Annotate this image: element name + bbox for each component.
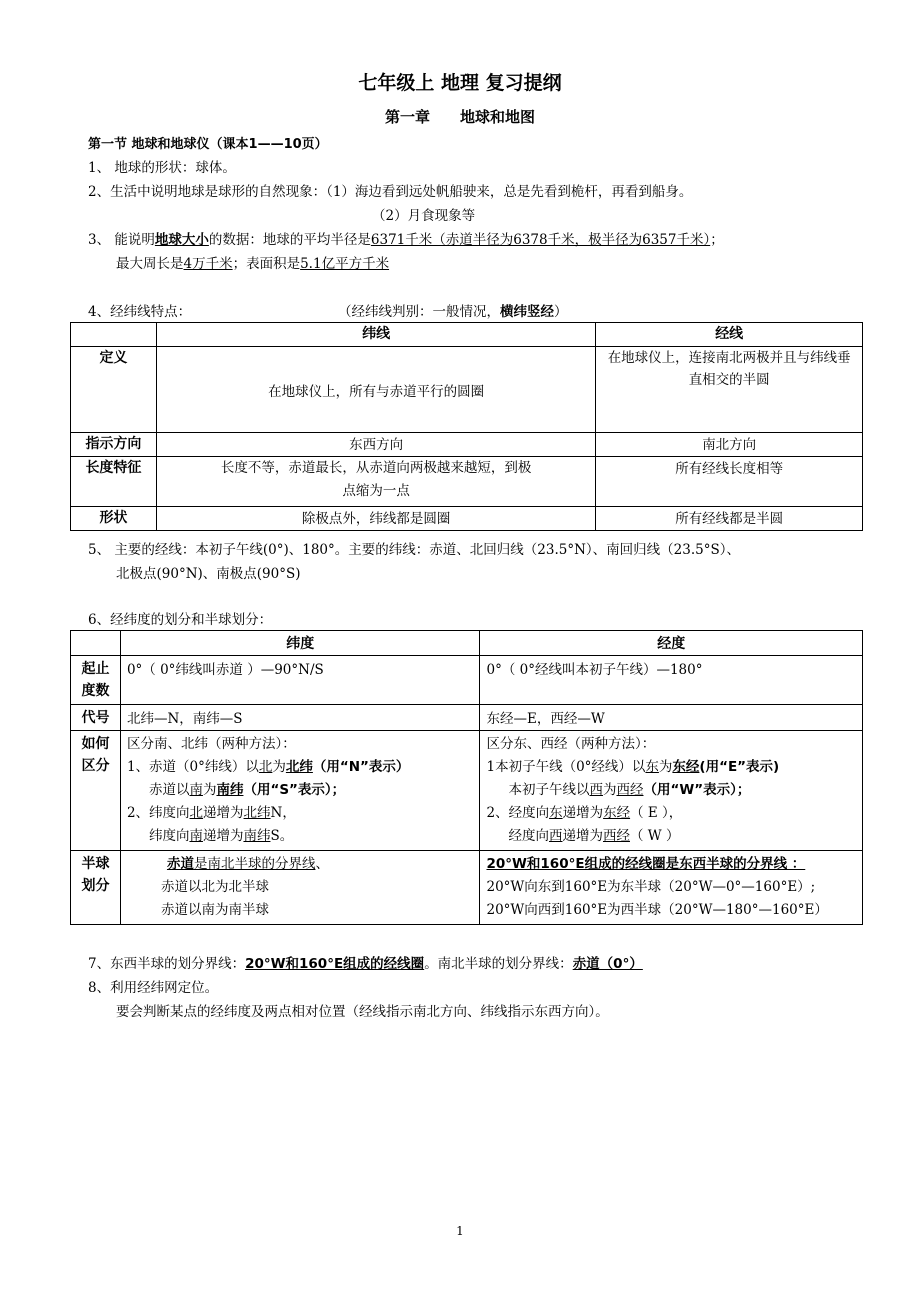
latitude-longitude-table xyxy=(70,630,863,925)
item-6: 6、经纬度的划分和半球划分： xyxy=(88,612,273,628)
item-8: 8、利用经纬网定位。 xyxy=(88,980,219,996)
column-header: 纬度 xyxy=(120,631,480,656)
item-8-line-2: 要会判断某点的经纬度及两点相对位置（经线指示南北方向、纬线指示东西方向）。 xyxy=(116,1004,609,1020)
item-4: 4、经纬线特点： xyxy=(88,304,192,320)
chapter-heading xyxy=(0,106,920,127)
rule-line: 赤道以南为南半球 xyxy=(160,902,269,918)
text: N， xyxy=(270,805,296,821)
table-row xyxy=(71,433,863,457)
table-cell xyxy=(71,631,121,656)
text: 经度向 xyxy=(508,828,549,844)
table-row xyxy=(71,323,863,347)
text: 北纬 xyxy=(243,805,271,821)
text: 递增为 xyxy=(203,805,244,821)
row-header: 代号 xyxy=(71,705,121,731)
table-cell: 0°（ 0°纬线叫赤道 ）—90°N/S xyxy=(120,656,480,705)
table-cell: 在地球仪上，所有与赤道平行的圆圈 xyxy=(156,347,595,433)
table-cell xyxy=(71,323,157,347)
text: 为 xyxy=(272,759,286,775)
table-cell xyxy=(120,851,480,925)
north-south-boundary: 赤道（0°） xyxy=(572,956,643,972)
text: 东经 xyxy=(672,759,700,775)
rule-line: 20°W和160°E组成的经线圈是东西半球的分界线 ： xyxy=(486,856,806,872)
chapter-name: 地球和地图 xyxy=(460,108,536,126)
text: 东 xyxy=(645,759,659,775)
table-cell: 所有经线长度相等 xyxy=(596,457,863,507)
rule-line: 赤道以北为北半球 xyxy=(160,879,269,895)
item-3-line-2 xyxy=(116,252,389,272)
chapter-number: 第一章 xyxy=(384,108,430,126)
text: （用“N”表示） xyxy=(312,759,410,775)
text: 的数据：地球的平均半径是 xyxy=(208,232,371,248)
earth-size-keyword: 地球大小 xyxy=(154,232,209,248)
item-2-sub: （2）月食现象等 xyxy=(372,208,476,224)
text: （经纬线判别：一般情况， xyxy=(338,304,500,320)
table-cell: 长度不等，赤道最长，从赤道向两极越来越短，到极点缩为一点 xyxy=(156,457,595,507)
table-cell xyxy=(480,731,863,851)
table-cell: 0°（ 0°经线叫本初子午线）—180° xyxy=(480,656,863,705)
row-header: 指示方向 xyxy=(71,433,157,457)
text: 南纬 xyxy=(243,828,271,844)
text: (用“E”表示) xyxy=(699,759,780,775)
text: 2、纬度向 xyxy=(126,805,190,821)
text: （ E ）， xyxy=(630,805,683,821)
row-header: 起止度数 xyxy=(71,656,121,705)
page-number: 1 xyxy=(456,1224,464,1238)
text: 东 xyxy=(549,805,563,821)
text: 2、经度向 xyxy=(486,805,550,821)
text: 是南北半球的分界线 xyxy=(193,856,316,872)
table-row xyxy=(71,731,863,851)
text: 、 xyxy=(315,856,329,872)
table-cell: 在地球仪上，连接南北两极并且与纬线垂直相交的半圆 xyxy=(596,347,863,433)
table-cell: 东西方向 xyxy=(156,433,595,457)
text: ； xyxy=(710,232,724,248)
rule-line xyxy=(486,802,856,825)
text: 西 xyxy=(589,782,603,798)
text: 南 xyxy=(189,782,203,798)
text: 最大周长是 xyxy=(116,256,184,272)
text: 1本初子午线（0°经线）以 xyxy=(486,759,646,775)
radius-values: 6371千米（赤道半径为6378千米，极半径为6357千米） xyxy=(370,232,711,248)
circumference-value: 4万千米 xyxy=(183,256,233,272)
column-header: 纬线 xyxy=(156,323,595,347)
text: 本初子午线以 xyxy=(508,782,590,798)
table-row xyxy=(71,457,863,507)
item-1: 1、 地球的形状：球体。 xyxy=(88,160,236,176)
item-2: 2、生活中说明地球是球形的自然现象：（1）海边看到远处帆船驶来，总是先看到桅杆，再看到船身。 xyxy=(88,184,693,200)
text: （用“W”表示）； xyxy=(643,782,751,798)
row-header: 长度特征 xyxy=(71,457,157,507)
page-title: 七年级上 地理 复习提纲 xyxy=(358,72,562,94)
text: 西 xyxy=(548,828,563,844)
row-header: 半球划分 xyxy=(71,851,121,925)
text: 北 xyxy=(258,759,273,775)
text: ） xyxy=(554,304,568,320)
rule-line xyxy=(127,802,474,825)
table-cell xyxy=(480,851,863,925)
text: 西经 xyxy=(616,782,644,798)
text: 赤道以 xyxy=(148,782,190,798)
text: 纬度向 xyxy=(148,828,190,844)
text: S。 xyxy=(270,828,294,844)
rule-keyword: 横纬竖经 xyxy=(500,304,554,320)
text: 递增为 xyxy=(202,828,244,844)
item-5: 5、 主要的经线：本初子午线(0°)、180°。主要的纬线：赤道、北回归线（23.5°N）、南回归线（23.5°S）、 xyxy=(88,542,740,558)
text: 东经 xyxy=(603,805,631,821)
text: 北 xyxy=(189,805,204,821)
rule-line xyxy=(486,779,856,802)
rule-line xyxy=(486,825,856,848)
text: 7、东西半球的划分界线： xyxy=(88,956,246,972)
rule-line: 20°W向西到160°E为西半球（20°W—180°—160°E） xyxy=(486,902,828,918)
method-heading: 区分南、北纬（两种方法）： xyxy=(126,736,296,752)
text: 南纬 xyxy=(216,782,244,798)
table-cell: 东经—E，西经—W xyxy=(480,705,863,731)
row-header: 定义 xyxy=(71,347,157,433)
text: 为 xyxy=(202,782,217,798)
text: 赤道 xyxy=(166,856,194,872)
item-5-line-2: 北极点(90°N)、南极点(90°S) xyxy=(116,566,301,582)
east-west-boundary: 20°W和160°E组成的经线圈 xyxy=(245,956,425,972)
rule-line xyxy=(127,853,474,876)
rule-line xyxy=(486,756,856,779)
table-row xyxy=(71,705,863,731)
text: 递增为 xyxy=(562,828,603,844)
rule-line xyxy=(127,779,474,802)
row-header: 形状 xyxy=(71,507,157,531)
item-3 xyxy=(88,228,724,248)
text: 北纬 xyxy=(285,759,313,775)
column-header: 经度 xyxy=(480,631,863,656)
text: 递增为 xyxy=(562,805,604,821)
text: （用“S”表示）； xyxy=(243,782,346,798)
rule-line: 20°W向东到160°E为东半球（20°W—0°—160°E）; xyxy=(486,879,816,895)
table-cell: 除极点外，纬线都是圆圈 xyxy=(156,507,595,531)
section-heading: 第一节 地球和地球仪（课本1——10页） xyxy=(88,137,328,152)
table-cell: 北纬—N，南纬—S xyxy=(120,705,480,731)
surface-area-value: 5.1亿平方千米 xyxy=(300,256,390,272)
rule-line xyxy=(127,825,474,848)
text: ；表面积是 xyxy=(232,256,301,272)
text: 南 xyxy=(189,828,203,844)
text: 3、 能说明 xyxy=(88,232,155,248)
text: 为 xyxy=(602,782,617,798)
column-header: 经线 xyxy=(596,323,863,347)
rule-line xyxy=(127,756,474,779)
text: 1、赤道（0°纬线）以 xyxy=(126,759,259,775)
text: 为 xyxy=(658,759,673,775)
row-header: 如何区分 xyxy=(71,731,121,851)
item-4-note xyxy=(338,300,568,320)
table-row xyxy=(71,347,863,433)
table-cell: 南北方向 xyxy=(596,433,863,457)
table-row xyxy=(71,631,863,656)
parallels-meridians-table xyxy=(70,322,863,531)
item-7 xyxy=(88,952,643,972)
table-row xyxy=(71,507,863,531)
text: 。南北半球的划分界线： xyxy=(424,956,573,972)
method-heading: 区分东、西经（两种方法）： xyxy=(486,736,656,752)
table-cell: 所有经线都是半圆 xyxy=(596,507,863,531)
table-cell xyxy=(120,731,480,851)
table-row xyxy=(71,656,863,705)
text: 西经 xyxy=(602,828,630,844)
text: （ W ） xyxy=(629,828,680,844)
table-row xyxy=(71,851,863,925)
